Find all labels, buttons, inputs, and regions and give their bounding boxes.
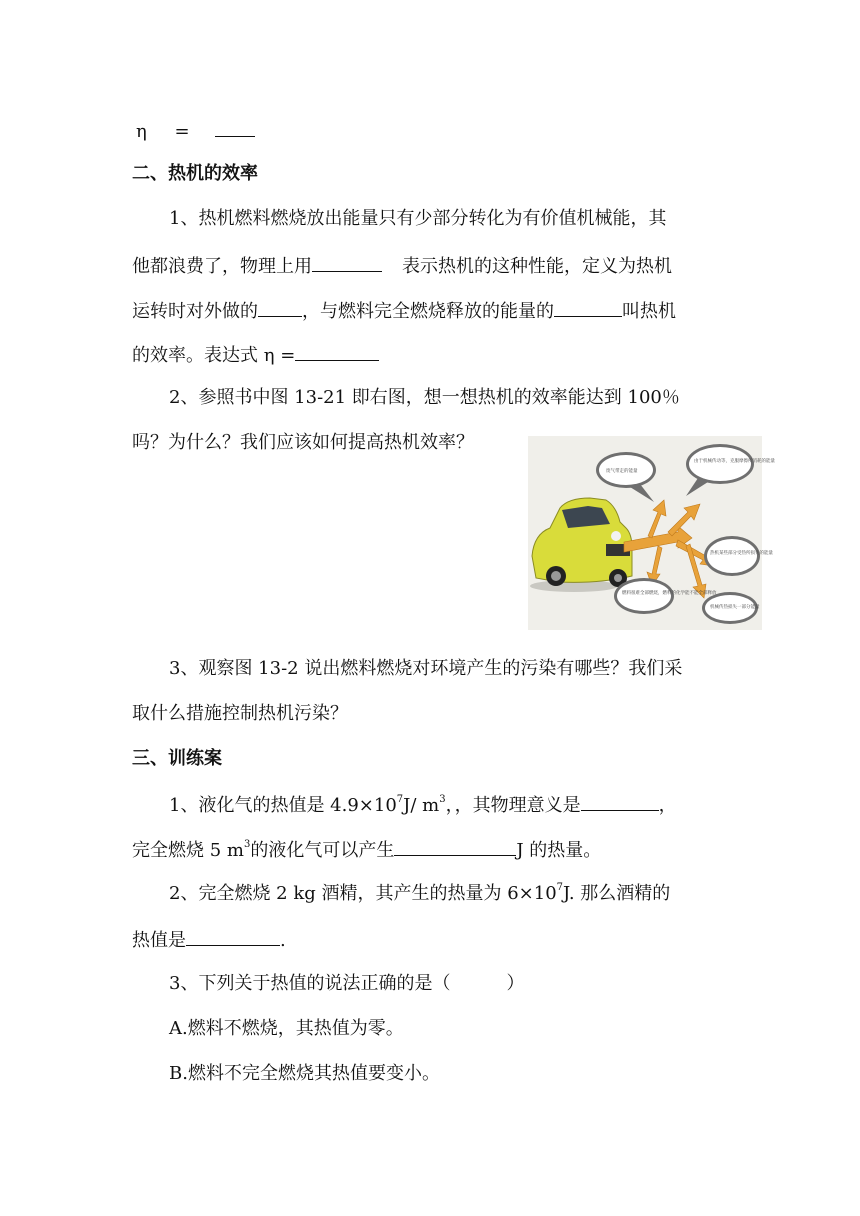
s3-q2-blank-heat-value[interactable] [186,927,280,946]
s2-q1-line3 [132,298,676,324]
s3-q2-line2-text-b: . [280,930,286,951]
s3-q1-text-a: 1、液化气的热值是 4.9×10 [169,795,397,816]
s2-q3-line1: 3、观察图 13-2 说出燃料燃烧对环境产生的污染有哪些？我们采 [169,658,683,679]
bubble-exhaust-label: 废气带走的能量 [606,469,638,474]
s3-q1-text-b: J/ m [403,795,440,816]
s3-q1-text-d: ， [658,795,677,816]
heat-engine-efficiency-figure [528,436,775,630]
eta-symbol: η [136,121,147,142]
s3-q3-stem [169,972,524,996]
s2-q1-line2-text-b: 表示热机的这种性能，定义为热机 [402,256,672,277]
s3-q1-text-c: ，，其物理意义是 [445,795,581,816]
s2-q1-line4-text-a: 的效率。表达式 η = [132,345,296,366]
eta-formula-line [136,118,255,144]
s3-q1-line2-text-a: 完全燃烧 5 m [132,840,244,861]
s2-q1-line3-text-b: ，与燃料完全燃烧释放的能量的 [302,301,554,322]
s2-q2-line2: 吗？为什么？我们应该如何提高热机效率？ [132,432,474,453]
s2-q1-blank-1[interactable] [312,253,382,272]
bubble-heat-loss-label: 热机某些部分受热所损失的能量 [710,551,773,556]
bubble-exhaust [596,452,656,502]
bubble-incomplete-combustion-label: 燃料很难全部燃烧，燃料的化学能不能全部释放 [622,591,717,596]
s2-q1-line2-text-a: 他都浪费了，物理上用 [132,256,312,277]
s2-q1-blank-3[interactable] [554,298,622,317]
bubble-transmission [702,592,760,624]
eta-blank[interactable] [215,118,255,137]
car-illustration [530,498,632,592]
s2-q1-line3-text-c: 叫热机 [622,301,676,322]
bubble-heat-loss [704,536,773,576]
bubble-friction [686,444,775,496]
s2-q2-line1: 2、参照书中图 13-21 即右图，想一想热机的效率能达到 100％ [169,387,680,408]
energy-flow-illustration [528,436,775,630]
s3-q2-text-b: J. 那么酒精的 [563,883,671,904]
s2-q3-line2: 取什么措施控制热机污染？ [132,703,348,724]
s3-q3-option-a: A.燃料不燃烧，其热值为零。 [169,1018,404,1039]
s3-q2-text-a: 2、完全燃烧 2 kg 酒精，其产生的热量为 6×10 [169,883,557,904]
s3-q1-line2 [132,837,601,863]
s2-q1-blank-4[interactable] [295,342,379,361]
s3-q3-stem-end: ） [506,973,525,994]
s3-q1-exp-3: 3 [439,794,446,805]
s3-q1-exp-7: 7 [396,794,404,805]
s2-q1-blank-2[interactable] [258,298,302,317]
s3-q1-blank-heat[interactable] [394,837,516,856]
s2-q1-line3-text-a: 运转时对外做的 [132,301,258,322]
s3-q2-line2 [132,927,286,953]
section2-title: 二、热机的效率 [132,163,258,184]
s2-q1-line1: 1、热机燃料燃烧放出能量只有少部分转化为有价值机械能，其 [169,208,667,229]
s3-q1-blank-meaning[interactable] [581,792,659,811]
s3-q1-line2-text-b: 的液化气可以产生 [250,840,395,861]
section3-title: 三、训练案 [132,748,222,769]
s2-q1-line4 [132,342,379,368]
s3-q2-exp-7: 7 [556,882,564,893]
bubble-friction-label: 由于机械传动等，克服摩擦所消耗的能量 [694,459,775,464]
s3-q1-line2-exp-3: 3 [243,839,251,850]
equals-sign: = [174,121,190,142]
s3-q2-line2-text-a: 热值是 [132,930,186,951]
s3-q2-line1 [169,882,670,906]
s3-q3-option-b: B.燃料不完全燃烧其热值要变小。 [169,1063,440,1084]
bubble-transmission-label: 机械传热损失一部分能量 [710,605,760,610]
s3-q1-line2-text-c: J 的热量。 [516,840,602,861]
s3-q1-line1 [169,792,677,818]
s3-q3-stem-text: 3、下列关于热值的说法正确的是（ [169,973,451,994]
s2-q1-line2 [132,253,672,279]
